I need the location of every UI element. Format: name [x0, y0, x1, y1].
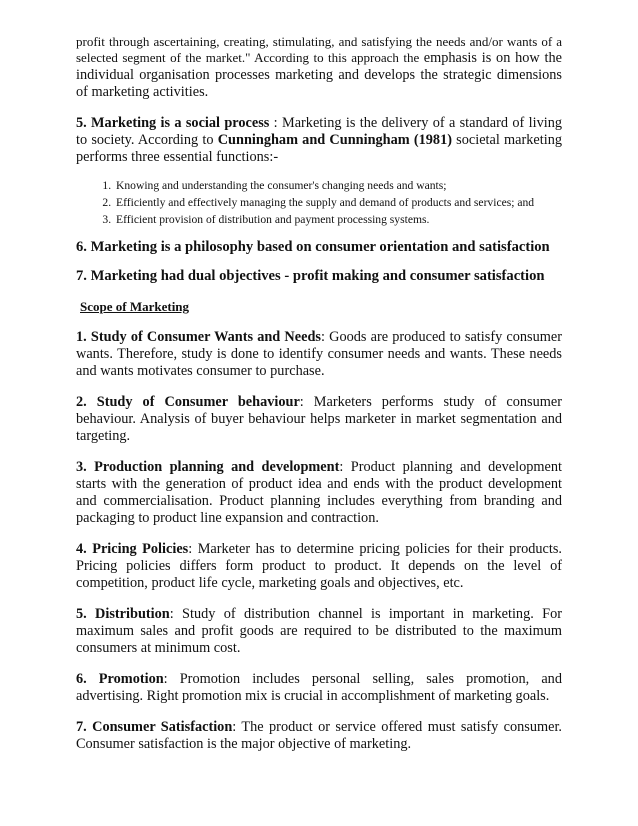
scope-item-text: : Product planning and development starts with the generation of product idea and ends with the product development and commercialisation. Product planning includes everything from branding and packaging to product line expansion and contraction.: [76, 459, 563, 526]
list-item: 3. Efficient provision of distribution and payment processing systems.: [114, 212, 562, 227]
scope-item-7: [76, 719, 562, 753]
scope-item-text: : The product or service offered must satisfy consumer. Consumer satisfaction is the major objective of marketing.: [76, 719, 562, 752]
scope-item-3: [76, 459, 562, 527]
scope-item-text: : Marketer has to determine pricing policies for their products. Pricing policies differs form product to product. It depends on the level of competition, product life cycle, marketing goals and objectives, etc.: [76, 541, 562, 591]
scope-item-text: : Goods are produced to satisfy consumer wants. Therefore, study is done to identify consumer needs and wants. These needs and wants motivates consumer to purchase.: [76, 329, 562, 379]
scope-item-text: : Marketers performs study of consumer behaviour. Analysis of buyer behaviour helps marketer in market segmentation and targeting.: [76, 394, 562, 444]
scope-item-2: [76, 394, 562, 445]
scope-item-6: [76, 671, 562, 705]
list-item: 2. Efficiently and effectively managing the supply and demand of products and services; and: [114, 195, 562, 210]
scope-item-4: [76, 541, 562, 592]
scope-item-5: [76, 606, 562, 657]
functions-list: [76, 178, 562, 227]
intro-text-part1: profit through ascertaining, creating, stimulating, and satisfying the needs and/or wants of a selected segment of the market." According to this approach the: [76, 34, 562, 65]
point-6-heading: 6. Marketing is a philosophy based on consumer orientation and satisfaction: [76, 239, 550, 255]
scope-item-text: : Study of distribution channel is important in marketing. For maximum sales and profit goods are required to be distributed to the maximum consumers at minimum cost.: [76, 606, 562, 656]
intro-text-part2: emphasis is on how the individual organisation processes marketing and develops the strategic dimensions of marketing activities.: [76, 50, 562, 100]
scope-item-title: 2. Study of Consumer behaviour: [76, 394, 300, 410]
point-5-text: : Marketing is the delivery of a standard of living to society. According to: [76, 115, 562, 148]
scope-item-title: 1. Study of Consumer Wants and Needs: [76, 329, 321, 345]
scope-item-title: 7. Consumer Satisfaction: [76, 719, 233, 735]
list-item: 1. Knowing and understanding the consumer's changing needs and wants;: [114, 178, 562, 193]
point-5-paragraph: [76, 115, 562, 166]
scope-item-title: 6. Promotion: [76, 671, 164, 687]
point-7-heading: 7. Marketing had dual objectives - profit making and consumer satisfaction: [76, 268, 545, 284]
point-5-title: 5. Marketing is a social process: [76, 115, 270, 131]
scope-item-title: 3. Production planning and development: [76, 459, 340, 475]
scope-item-1: [76, 329, 562, 380]
scope-item-title: 5. Distribution: [76, 606, 170, 622]
intro-paragraph: [76, 34, 562, 101]
point-5-authors: Cunningham and Cunningham (1981): [217, 132, 452, 148]
scope-heading: Scope of Marketing: [80, 299, 190, 314]
scope-item-text: : Promotion includes personal selling, sales promotion, and advertising. Right promotion mix is crucial in accomplishment of marketing goals.: [76, 671, 562, 704]
point-5-text-end: societal marketing performs three essential functions:-: [76, 132, 562, 165]
scope-item-title: 4. Pricing Policies: [76, 541, 189, 557]
